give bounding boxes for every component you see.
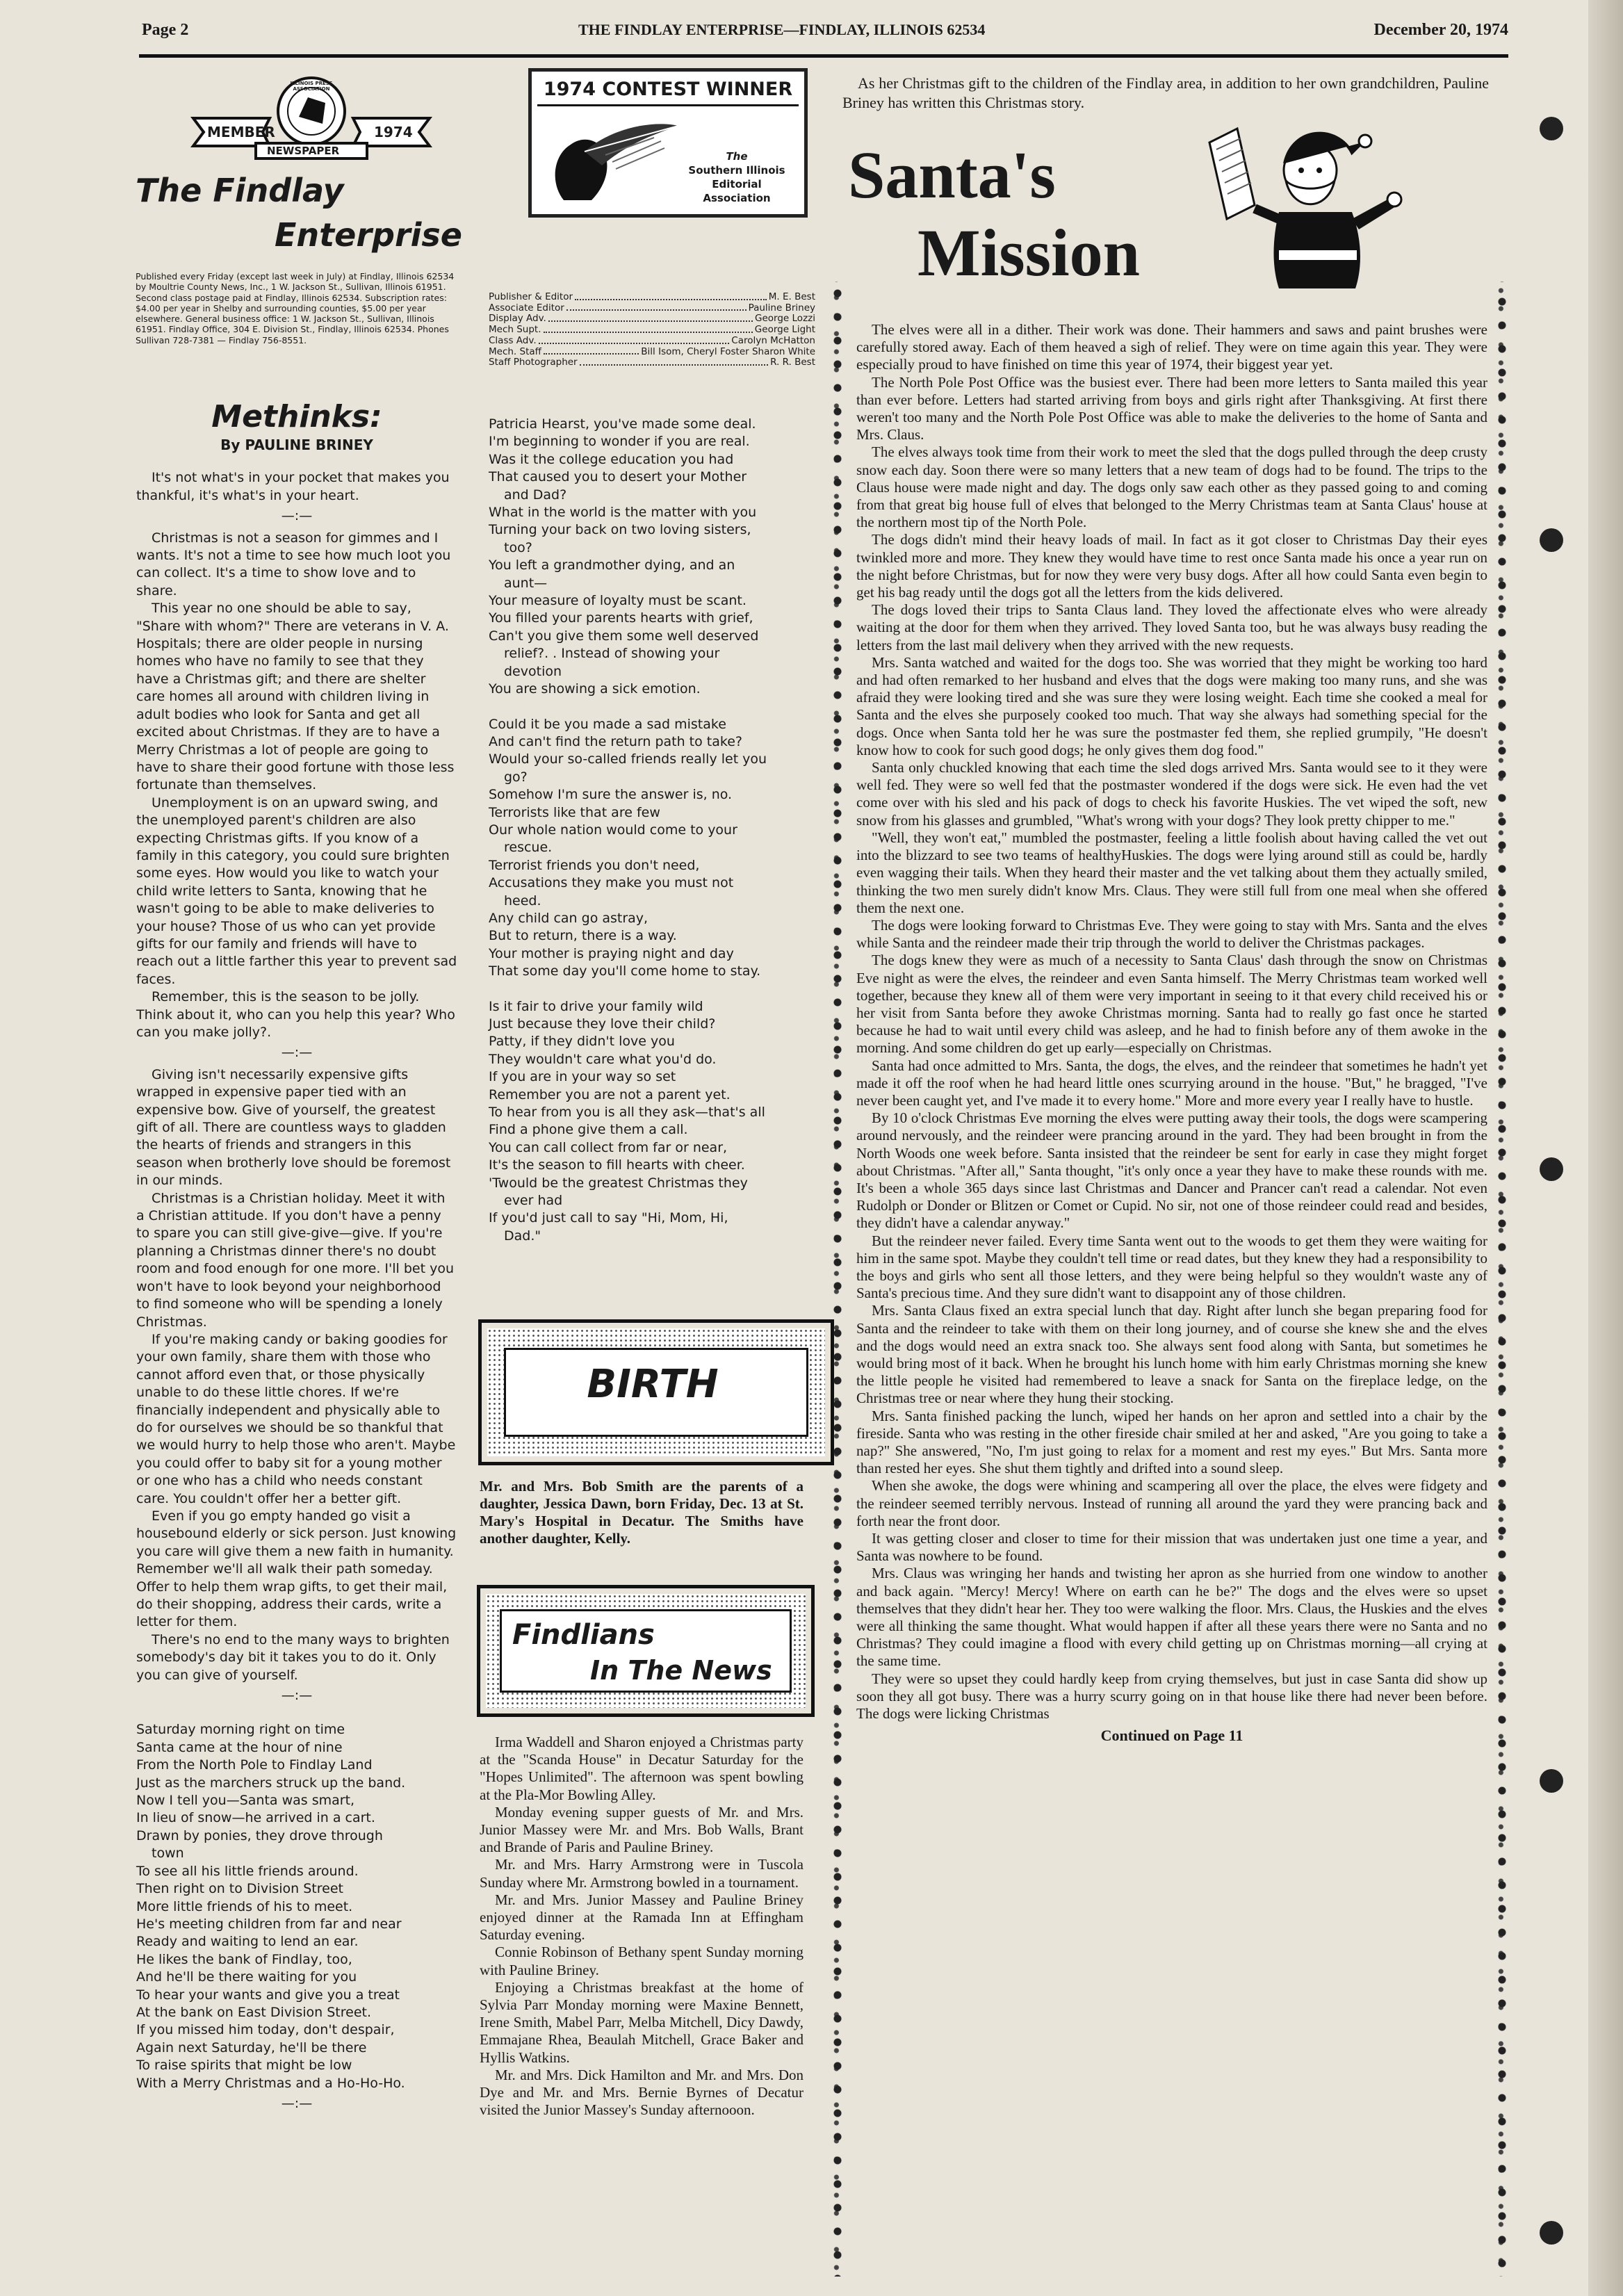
news-item: Connie Robinson of Bethany spent Sunday morning with Pauline Briney. bbox=[480, 1944, 804, 1978]
poem-line: In lieu of snow—he arrived in a cart. bbox=[136, 1810, 375, 1826]
staff-name: Pauline Briney bbox=[748, 302, 815, 314]
staff-row bbox=[489, 325, 815, 336]
staff-list bbox=[489, 292, 815, 368]
poem-line: You are showing a sick emotion. bbox=[489, 681, 701, 697]
poem-line: That caused you to desert your Mother bbox=[489, 469, 747, 485]
birth-heading: BIRTH bbox=[587, 1362, 719, 1407]
staff-row bbox=[489, 347, 815, 358]
methinks-paragraph: This year no one should be able to say, "Share with whom?" There are veterans in V. A. Hospitals; there are older people in nursing homes who have no family to see that they have a Christmas gift; and there are shelter care homes all around with children living in adult bodies who look for Santa and get all excited about Christmas. If they are to have a Merry Christmas a lot of people are going to have to share their good fortune with those less fortunate than themselves. bbox=[136, 601, 455, 793]
contest-title: 1974 CONTEST WINNER bbox=[537, 79, 799, 106]
findlians-box bbox=[477, 1585, 815, 1717]
staff-name: Bill Isom, Cheryl Foster Sharon White bbox=[641, 345, 815, 357]
separator: —:— bbox=[281, 2095, 313, 2111]
poem-line: It's the season to fill hearts with cheer. bbox=[489, 1157, 745, 1173]
staff-name: M. E. Best bbox=[768, 291, 815, 302]
quill-lincoln-emblem bbox=[536, 113, 682, 204]
continued-line: Continued on Page 11 bbox=[1100, 1727, 1243, 1745]
findlians-heading1: Findlians bbox=[512, 1619, 655, 1651]
staff-row bbox=[489, 336, 815, 347]
story-paragraph: The dogs didn't mind their heavy loads of mail. In fact as it got closer to Christmas Day their eyes twinkled more and more. They knew they would have time to rest once Santa made his once a year run on the night before Christmas, but for now they were very busy dogs. After all how could Santa even begin to get his bag ready until the dogs got all the letters from the kids delivered. bbox=[856, 531, 1487, 601]
story-paragraph: But the reindeer never failed. Every time Santa went out to the woods to get them they were waiting for him in the same spot. Maybe they couldn't tell time or read dates, but they knew they had a responsibility to the boys and girls who sent all those letters, and they were being helpful so they wouldn't waste any of Santa's precious time. And they sure didn't want to disappoint any of those children. bbox=[856, 1232, 1487, 1302]
issue-date: December 20, 1974 bbox=[1373, 21, 1508, 39]
leader-dots bbox=[566, 303, 747, 311]
poem-line: Could it be you made a sad mistake bbox=[489, 716, 726, 732]
leader-dots bbox=[548, 314, 753, 322]
binder-hole bbox=[1540, 528, 1563, 552]
poem-line: Can't you give them some well deserved bbox=[489, 628, 759, 644]
poem-line: Terrorist friends you don't need, bbox=[489, 857, 700, 873]
story-paragraph: Mrs. Santa watched and waited for the dogs too. She was worried that they might be working too hard and had often remarked to her husband and elves that the dogs were making too many runs, and she was afraid they were looking tired and she was sure they were losing weight. Each time she cooked a meal for Santa and the elves she purposely cooked too much. That way she always had something special for the dogs. Once when Santa told her he was sure the postmaster fed them, she replied grumpily, "He doesn't know how to cook for such good dogs; he only gives them dog food." bbox=[856, 653, 1487, 758]
page-number: Page 2 bbox=[142, 21, 189, 39]
staff-row bbox=[489, 292, 815, 303]
poem-line: If you missed him today, don't despair, bbox=[136, 2022, 395, 2038]
separator: —:— bbox=[281, 1045, 313, 1061]
poem-line: heed. bbox=[504, 893, 541, 909]
santa-with-list-illustration bbox=[1196, 122, 1404, 295]
story-paragraph: The North Pole Post Office was the busiest ever. There had been more letters to Santa mailed this year than ever before. Letters had started arriving from boys and girls right after Thanksgiving. At first there weren't too many and the North Pole Post Office was able to make the deliveries to the home of Santa and Mrs. Claus. bbox=[856, 373, 1487, 443]
poem-line: Would your so-called friends really let you bbox=[489, 751, 767, 767]
methinks-paragraph: Remember, this is the season to be jolly. Think about it, who can you help this year? Who can you make jolly?. bbox=[136, 989, 455, 1040]
poem-line: Your measure of loyalty must be scant. bbox=[489, 593, 747, 609]
poem-line: aunt— bbox=[504, 575, 548, 591]
findlians-heading2: In The News bbox=[590, 1655, 772, 1686]
contest-line2: Southern Illinois Editorial bbox=[688, 164, 785, 190]
staff-row bbox=[489, 357, 815, 368]
poem-line: But to return, there is a way. bbox=[489, 928, 677, 944]
poem-line: Patricia Hearst, you've made some deal. bbox=[489, 416, 756, 432]
story-paragraph: Mrs. Claus was wringing her hands and twisting her apron as she hurried from one window to another and back again. "Mercy! Mercy! Where on earth can he be?" The dogs and the elves were so upset themselves that they didn't hear her. They too were walking the floor. Mrs. Claus, the Huskies and the elves were all thinking the same thought. What would happen if after all these years there were no Santa and no Christmas? They could imagine a flood with every child getting up on Christmas morning—all crying at the same time. bbox=[856, 1565, 1487, 1670]
poem-line: I'm beginning to wonder if you are real. bbox=[489, 434, 750, 450]
methinks-paragraph: Christmas is a Christian holiday. Meet it with a Christian attitude. If you don't have a penny to spare you can still give-give—give. If you're planning a Christmas dinner there's no doubt room and food enough for one more. I'll bet you won't have to look beyond your neighborhood to find someone who will be spending a lonely Christmas. bbox=[136, 1190, 454, 1330]
poem-line: He likes the bank of Findlay, too, bbox=[136, 1951, 352, 1967]
birth-box bbox=[478, 1319, 834, 1465]
poem-line: Saturday morning right on time bbox=[136, 1722, 345, 1738]
holly-border-left bbox=[829, 282, 848, 2277]
poem-line: At the bank on East Division Street. bbox=[136, 2004, 371, 2020]
poem-line: relief?. . Instead of showing your bbox=[504, 646, 720, 662]
poem-line: That some day you'll come home to stay. bbox=[489, 963, 761, 979]
poem-line: To hear from you is all they ask—that's all bbox=[489, 1105, 765, 1121]
story-paragraph: Mrs. Santa Claus fixed an extra special lunch that day. Right after lunch she began preparing food for Santa and the reindeer to take with them on their long journey, and of course she knew she and the elves and the dogs would need an extra snack too. She always sent food along with Santa, but sometimes he would bring most of it back. When he brought his lunch home with him early Christmas morning she knew the little people he visited had remembered to leave a snack for Santa on the fireplace ledge, on the Christmas tree or near where they hung their stocking. bbox=[856, 1302, 1487, 1407]
header-rule bbox=[139, 54, 1508, 58]
leader-dots bbox=[580, 357, 769, 366]
story-body bbox=[856, 321, 1487, 1744]
poem-line: You filled your parents hearts with grief, bbox=[489, 610, 753, 626]
masthead-title-line2: Enterprise bbox=[274, 216, 462, 254]
methinks-byline: By PAULINE BRINEY bbox=[220, 437, 373, 453]
poem-line: If you'd just call to say "Hi, Mom, Hi, bbox=[489, 1210, 728, 1226]
news-item: Monday evening supper guests of Mr. and Mrs. Junior Massey were Mr. and Mrs. Bob Walls, Brant and Brande of Paris and Pauline Briney. bbox=[480, 1803, 804, 1856]
story-paragraph: The dogs were looking forward to Christmas Eve. They were going to stay with Mrs. Santa and the elves while Santa and the reindeer made their trip through the world to deliver the Christmas packages. bbox=[856, 916, 1487, 952]
staff-name: George Lozzi bbox=[755, 313, 815, 325]
staff-row bbox=[489, 314, 815, 325]
poem-line: Dad." bbox=[504, 1228, 541, 1244]
poem-line: From the North Pole to Findlay Land bbox=[136, 1757, 373, 1773]
news-item: Mr. and Mrs. Harry Armstrong were in Tuscola Sunday where Mr. Armstrong bowled in a tournament. bbox=[480, 1856, 804, 1891]
news-item: Mr. and Mrs. Dick Hamilton and Mr. and Mrs. Don Dye and Mr. and Mrs. Bernie Byrnes of Decatur visited the Junior Massey's Sunday afternooon. bbox=[480, 2066, 804, 2119]
paper-line: THE FINDLAY ENTERPRISE—FINDLAY, ILLINOIS 62534 bbox=[578, 21, 986, 38]
poem-line: Then right on to Division Street bbox=[136, 1881, 343, 1897]
poem-line: Accusations they make you must not bbox=[489, 875, 734, 891]
story-title-line1: Santa's bbox=[848, 138, 1056, 212]
poem-line: Patty, if they didn't love you bbox=[489, 1034, 675, 1050]
poem-line: To see all his little friends around. bbox=[136, 1863, 359, 1879]
poem-line: If you are in your way so set bbox=[489, 1069, 676, 1085]
birth-text: Mr. and Mrs. Bob Smith are the parents of a daughter, Jessica Dawn, born Friday, Dec. 13 at St. Mary's Hospital in Decatur. The Smiths have another daughter, Kelly. bbox=[480, 1478, 804, 1547]
poem-line: rescue. bbox=[504, 840, 553, 856]
contest-line3: Association bbox=[703, 192, 771, 204]
poem-line: Turning your back on two loving sisters, bbox=[489, 522, 751, 538]
separator: —:— bbox=[281, 508, 313, 524]
poem-line: 'Twould be the greatest Christmas they bbox=[489, 1175, 748, 1191]
poem-line: Just because they love their child? bbox=[489, 1016, 716, 1032]
poem-line: Any child can go astray, bbox=[489, 910, 649, 926]
story-paragraph: Santa had once admitted to Mrs. Santa, the dogs, the elves, and the reindeer that sometimes he hadn't yet made it off the roof when he had heard little ones scurrying around in the house. "But," he bragged, "I've never been caught yet, and I've made it to every home." More and more every year I really have to hustle. bbox=[856, 1057, 1487, 1109]
methinks-title: Methinks: bbox=[211, 399, 382, 434]
news-item: Irma Waddell and Sharon enjoyed a Christmas party at the "Scanda House" in Decatur Saturday for the "Hopes Unlimited". The afternoon was spent bowling at the Pla-Mor Bowling Alley. bbox=[480, 1734, 804, 1803]
poem-line: Ready and waiting to lend an ear. bbox=[136, 1934, 359, 1950]
findlians-news bbox=[480, 1734, 804, 2119]
separator: —:— bbox=[281, 1688, 313, 1704]
story-title bbox=[848, 136, 1168, 292]
leader-dots bbox=[575, 292, 767, 300]
poem-line: With a Merry Christmas and a Ho-Ho-Ho. bbox=[136, 2075, 405, 2091]
poem-line: To raise spirits that might be low bbox=[136, 2058, 352, 2074]
methinks-paragraph: Even if you go empty handed go visit a housebound elderly or sick person. Just knowing you care will give them a new faith in humanity. Remember we'll all walk their path someday. Offer to help them wrap gifts, to get their mail, do their shopping, address their cards, write a letter for them. bbox=[136, 1508, 457, 1630]
poem-line: You can call collect from far or near, bbox=[489, 1139, 728, 1155]
staff-role: Mech. Staff bbox=[489, 345, 541, 357]
staff-role: Class Adv. bbox=[489, 334, 537, 346]
badge-newspaper: NEWSPAPER bbox=[267, 145, 340, 157]
staff-role: Staff Photographer bbox=[489, 357, 578, 368]
methinks-paragraph: If you're making candy or baking goodies for your own family, share them with those who cannot afford even that, or those physically unable to do these little chores. If we're financially independent and physically able to do for ourselves we should be so thankful that we would hurry to help those who aren't. Maybe you could offer to baby sit for a young mother or one who has a child who needs constant care. You couldn't offer her a better gift. bbox=[136, 1331, 456, 1506]
poem-line: Was it the college education you had bbox=[489, 451, 734, 467]
methinks-paragraph: There's no end to the many ways to brighten somebody's day bit it takes you to do it. Only you can give of yourself. bbox=[136, 1631, 450, 1683]
badge-year: 1974 bbox=[374, 124, 413, 140]
story-paragraph: The elves were all in a dither. Their work was done. Their hammers and saws and paint brushes were carefully stored away. Each of them heaved a sigh of relief. They were on time again this year. They were especially proud to have finished on time this year of 1974, their biggest year yet. bbox=[856, 321, 1487, 373]
poem-line: More little friends of his to meet. bbox=[136, 1898, 353, 1914]
poem-line: Again next Saturday, he'll be there bbox=[136, 2039, 367, 2055]
poem-line: too? bbox=[504, 539, 532, 555]
poem-line: They wouldn't care what you'd do. bbox=[489, 1051, 717, 1067]
masthead-title bbox=[136, 168, 462, 257]
poem-line: ever had bbox=[504, 1193, 563, 1209]
leader-dots bbox=[539, 336, 730, 344]
story-paragraph: It was getting closer and closer to time for their mission that was undertaken just one time a year, and Santa was nowhere to be found. bbox=[856, 1530, 1487, 1565]
poem-line: Is it fair to drive your family wild bbox=[489, 998, 703, 1014]
poem-line: He's meeting children from far and near bbox=[136, 1916, 402, 1932]
story-paragraph: When she awoke, the dogs were whining and scampering all over the place, the elves were fidgety and the reindeer seemed terribly nervous. Instead of running all around the yard they were prancing back and forth near the front door. bbox=[856, 1477, 1487, 1529]
poem-line: and Dad? bbox=[504, 487, 567, 503]
methinks-paragraph: Unemployment is on an upward swing, and the unemployed parent's children are also expecting Christmas gifts. If you know of a family in this category, you could sure brighten some eyes. How would you like to watch your child write letters to Santa, knowing that he wasn't going to be able to make deliveries to your house? Those of us who can yet provide gifts for our family and friends will have to reach out a little farther this year to prevent sad faces. bbox=[136, 795, 457, 987]
staff-role: Associate Editor bbox=[489, 302, 564, 314]
staff-role: Publisher & Editor bbox=[489, 291, 573, 302]
masthead-title-line1: The Findlay bbox=[136, 172, 344, 209]
staff-role: Display Adv. bbox=[489, 313, 546, 325]
page-edge-shadow bbox=[1588, 0, 1623, 2296]
badge-member: MEMBER bbox=[207, 124, 275, 140]
staff-role: Mech Supt. bbox=[489, 324, 541, 336]
publication-info: Published every Friday (except last week in July) at Findlay, Illinois 62534 by Moultrie County News, Inc., 1 W. Jackson St., Sullivan, Illinois 61951. Second class postage paid at Findlay, Illinois 62534. Subscription rates: $4.00 per year in Shelby and surrounding counties, $5.00 per year elsewhere. General business office: 1 W. Jackson St., Sullivan, Illinois 61951. Findlay Office, 304 E. Division St., Findlay, Illinois 62534. Phones Sullivan 728-7381 — Findlay 756-8551. bbox=[136, 271, 455, 345]
contest-assoc bbox=[671, 149, 803, 205]
news-item: Enjoying a Christmas breakfast at the home of Sylvia Parr Monday morning were Maxine Bennett, Irene Smith, Mabel Parr, Melba Mitchell, Dicy Dawdy, Emmajane Rhea, Beaulah Mitchell, Grace Baker and Hyllis Watkins. bbox=[480, 1978, 804, 2066]
poem-line: Terrorists like that are few bbox=[489, 804, 660, 820]
patricia-hearst-poem bbox=[489, 416, 815, 1245]
member-badge bbox=[186, 70, 437, 160]
poem-line: Drawn by ponies, they drove through bbox=[136, 1827, 383, 1843]
methinks-paragraph: It's not what's in your pocket that makes you thankful, it's what's in your heart. bbox=[136, 470, 450, 503]
story-paragraph: The dogs loved their trips to Santa Claus land. They loved the affectionate elves who were already waiting at the door for them when they arrived. They loved Santa too, but he was always busy reading the letters from the last mail delivery when they arrived with the new requests. bbox=[856, 601, 1487, 653]
methinks-paragraph: Christmas is not a season for gimmes and I wants. It's not a time to see how much loot you can collect. It's a time to show love and to share. bbox=[136, 530, 451, 599]
page-header bbox=[139, 21, 1508, 56]
leader-dots bbox=[544, 347, 639, 355]
contest-winner-box bbox=[528, 68, 808, 218]
holly-border-right bbox=[1493, 282, 1512, 2277]
badge-assoc: ILLINOIS PRESS ASSOCIATION bbox=[290, 81, 333, 92]
poem-line: go? bbox=[504, 769, 528, 785]
story-paragraph: They were so upset they could hardly keep from crying themselves, but just in case Santa did show up soon they all got busy. There was a hurry scurry going on in that house like there had never been before. The dogs were licking Christmas bbox=[856, 1670, 1487, 1723]
poem-line: Santa came at the hour of nine bbox=[136, 1739, 343, 1755]
poem-line: Our whole nation would come to your bbox=[489, 822, 737, 838]
story-paragraph: "Well, they won't eat," mumbled the postmaster, feeling a little foolish about having called the vet out into the blizzard to see two teams of healthyHuskies. The dogs were lying around still as could be, hardly even wagging their tails. When they heard their master and the vet talking about them they actually smiled, thinking the two men surely didn't know Mrs. Claus. They were still full from one meal when she offered them the next one. bbox=[856, 829, 1487, 916]
poem-line: Just as the marchers struck up the band. bbox=[136, 1775, 406, 1791]
staff-name: George Light bbox=[754, 324, 815, 336]
leader-dots bbox=[544, 325, 753, 333]
staff-row bbox=[489, 303, 815, 314]
binder-hole bbox=[1540, 1157, 1563, 1181]
poem-line: Find a phone give them a call. bbox=[489, 1122, 688, 1138]
poem-line: Somehow I'm sure the answer is, no. bbox=[489, 787, 733, 803]
news-item: Mr. and Mrs. Junior Massey and Pauline Briney enjoyed dinner at the Ramada Inn at Effingham Saturday evening. bbox=[480, 1891, 804, 1944]
poem-line: What in the world is the matter with you bbox=[489, 505, 757, 521]
poem-line: Your mother is praying night and day bbox=[489, 945, 734, 961]
staff-name: Carolyn McHatton bbox=[731, 334, 815, 346]
poem-line: Remember you are not a parent yet. bbox=[489, 1086, 731, 1102]
story-paragraph: Santa only chuckled knowing that each time the sled dogs arrived Mrs. Santa would see to it they were well fed. They were so well fed that the postmaster wondered if the dogs were sick. He even had the vet come over with his sled and his pack of dogs to check his favorite Huskies. The vet wiped the soft, new snow from his glasses and grumbled, "What's wrong with your dogs? They look pretty chipper to me." bbox=[856, 759, 1487, 829]
binder-hole bbox=[1540, 117, 1563, 140]
poem-line: You left a grandmother dying, and an bbox=[489, 557, 735, 573]
poem-line: devotion bbox=[504, 663, 562, 679]
binder-hole bbox=[1540, 1769, 1563, 1793]
story-paragraph: The elves always took time from their work to meet the sled that the dogs pulled through the deep crusty snow each day. Soon there were so many letters that a new team of dogs had to be found. The trips to the Claus house were made night and day. The dogs only saw each other as they passed going to and coming from that great big house full of elves that belonged to the Merry Christmas team at Santa Claus' house at the northern most tip of the North Pole. bbox=[856, 443, 1487, 531]
story-paragraph: Mrs. Santa finished packing the lunch, wiped her hands on her apron and settled into a chair by the fireside. Santa who was resting in the other fireside chair smiled at her and asked, "Are you going to take a nap?" She answered, "No, I'm just going to relax for a moment and rest my eyes." But Mrs. Santa more than rested her eyes. She shut them tightly and drifted into a sound sleep. bbox=[856, 1407, 1487, 1477]
birth-announcement bbox=[480, 1478, 804, 1547]
poem-line: And can't find the return path to take? bbox=[489, 733, 742, 749]
staff-name: R. R. Best bbox=[770, 357, 815, 368]
story-paragraph: The dogs knew they were as much of a necessity to Santa Claus' dash through the snow on Christmas Eve night as were the elves, the reindeer and even Santa himself. The Merry Christmas team worked well together, because they knew all of them were very important in seeing to it that every child received his or her visit from Santa before they awoke Christmas morning. Santa had to really go fast once he started because he had to wait until every child was asleep, and he had to finish before any of them awoke in the morning. And some children do get up early—especially on Christmas. bbox=[856, 952, 1487, 1057]
methinks-paragraph: Giving isn't necessarily expensive gifts wrapped in expensive paper tied with an expensive bow. Give of yourself, the greatest gift of all. There are countless ways to gladden the hearts of friends and strangers in this season when brotherly love should be foremost in our minds. bbox=[136, 1066, 451, 1189]
poem-line: town bbox=[152, 1846, 184, 1862]
poem-line: To hear your wants and give you a treat bbox=[136, 1987, 400, 2003]
story-intro: As her Christmas gift to the children of the Findlay area, in addition to her own grandchildren, Pauline Briney has written this Christmas story. bbox=[842, 74, 1489, 111]
poem-line: And he'll be there waiting for you bbox=[136, 1969, 357, 1985]
story-title-line2: Mission bbox=[917, 215, 1141, 290]
binder-hole bbox=[1540, 2221, 1563, 2245]
story-paragraph: By 10 o'clock Christmas Eve morning the elves were putting away their tools, the dogs were scampering around nervously, and the reindeer were prancing around in the yard. They had been brought in from the North Woods one week before. Santa insisted that the reindeer be sent for early in case they might forget about Christmas. "After all," Santa thought, "it's only once a year they have to make these rounds with me. It's been a whole 365 days since last Christmas and Dancer and Prancer can't read a calendar. Not even Rudolph or Donder or Blitzen or Comet or Cupid. No sir, not one of those reindeer could read and besides, they didn't have a calendar anyway." bbox=[856, 1109, 1487, 1232]
methinks-column bbox=[136, 398, 457, 2117]
poem-line: Now I tell you—Santa was smart, bbox=[136, 1793, 355, 1809]
contest-line1: The bbox=[726, 150, 748, 163]
